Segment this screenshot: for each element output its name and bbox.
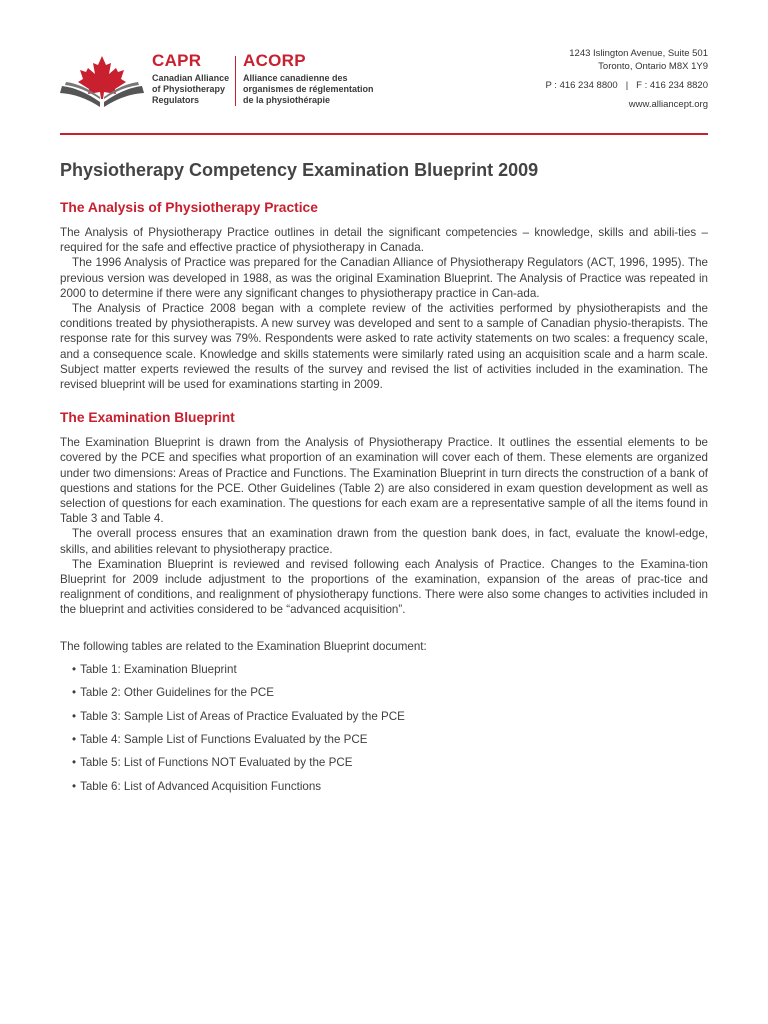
org-full-name-en: Canadian Alliance of Physiotherapy Regulators	[152, 73, 230, 105]
address-line-2: Toronto, Ontario M8X 1Y9	[598, 61, 708, 72]
section-heading-blueprint: The Examination Blueprint	[60, 410, 235, 426]
contact-block	[448, 47, 708, 117]
section-heading-analysis: The Analysis of Physiotherapy Practice	[60, 200, 318, 215]
maple-leaf-book-logo-icon	[58, 52, 146, 110]
paragraph: The Analysis of Physiotherapy Practice outlines in detail the significant competencies – knowledge, skills and abili-ties – required for the safe and effective practice of physiotherapy in Canada.	[60, 226, 708, 255]
bullet: •	[72, 662, 77, 676]
acronym-capr: CAPR	[152, 51, 202, 70]
bullet: •	[72, 779, 77, 793]
list-item: • Table 4: Sample List of Functions Evaluated by the PCE	[72, 733, 368, 747]
phone-fax-line	[448, 79, 708, 92]
list-item: • Table 5: List of Functions NOT Evaluated by the PCE	[72, 756, 353, 770]
list-item: • Table 6: List of Advanced Acquisition Functions	[72, 779, 322, 793]
logo-divider	[235, 56, 236, 106]
paragraph: The Examination Blueprint is reviewed and revised following each Analysis of Practice. Changes to the Examina-tion Blueprint for 2009 include adjustment to the proportions of the examination, expansion of the areas of prac-tice and realignment of conditions, and realignment of physiotherapy functions. There were also some changes to activities included in the blueprint and activities considered to be “advanced acquisition”.	[60, 557, 708, 617]
acronym-acorp: ACORP	[243, 51, 306, 70]
document-body	[60, 159, 708, 802]
bullet: •	[72, 756, 77, 770]
contact-separator: |	[625, 80, 629, 91]
phone-number: P : 416 234 8800	[545, 80, 618, 91]
bullet: •	[72, 686, 77, 700]
paragraph: The Examination Blueprint is drawn from the Analysis of Physiotherapy Practice. It outlines the essential elements to be covered by the PCE and specifies what proportion of an examination will cover each of them. These elements are organized under two dimensions: Areas of Practice and Functions. The Examination Blueprint in turn directs the construction of a bank of questions and stations for the PCE. Other Guidelines (Table 2) are also considered in exam question development as well as selection of questions for each examination. The questions for each exam are a representative sample of all the items found in Table 3 and Table 4.	[60, 436, 708, 526]
bullet: •	[72, 709, 77, 723]
paragraph: The Analysis of Practice 2008 began with a complete review of the activities performed by physiotherapists and the conditions treated by physiotherapists. A new survey was developed and sent to a sample of Canadian physio-therapists. The response rate for this survey was 79%. Respondents were asked to rate activity statements on two scales: a frequency scale, and a consequence scale. Knowledge and skills statements were similarly rated using an acquisition scale and a harm scale. Subject matter experts reviewed the results of the survey and revised the list of activities included in the examination. The revised blueprint will be used for examinations starting in 2009.	[60, 302, 708, 392]
org-full-name-fr: Alliance canadienne des organismes de réglementation de la physiothérapie	[243, 73, 374, 105]
list-item: • Table 1: Examination Blueprint	[72, 662, 237, 676]
tables-list	[72, 662, 708, 794]
tables-intro: The following tables are related to the Examination Blueprint document:	[60, 639, 427, 653]
paragraph: The overall process ensures that an examination drawn from the question bank does, in fact, evaluate the knowl-edge, skills, and abilities relevant to physiotherapy practice.	[60, 527, 708, 556]
bullet: •	[72, 733, 77, 747]
address-line-1: 1243 Islington Avenue, Suite 501	[569, 48, 708, 59]
paragraph: The 1996 Analysis of Practice was prepared for the Canadian Alliance of Physiotherapy Regulators (ACT, 1996, 1995). The previous version was developed in 1988, as was the original Examination Blueprint. The Analysis of Practice was repeated in 2000 to determine if there were any significant changes to physiotherapy practice in Can-ada.	[60, 256, 708, 300]
page-title: Physiotherapy Competency Examination Blueprint 2009	[60, 160, 539, 180]
list-item: • Table 3: Sample List of Areas of Practice Evaluated by the PCE	[72, 709, 405, 723]
header-rule	[60, 133, 708, 135]
org-name-english	[152, 52, 234, 106]
fax-number: F : 416 234 8820	[636, 80, 708, 91]
list-item: • Table 2: Other Guidelines for the PCE	[72, 686, 275, 700]
org-name-french	[243, 52, 393, 106]
website-link[interactable]: www.alliancept.org	[628, 99, 708, 110]
maple-leaf-icon	[78, 56, 126, 99]
